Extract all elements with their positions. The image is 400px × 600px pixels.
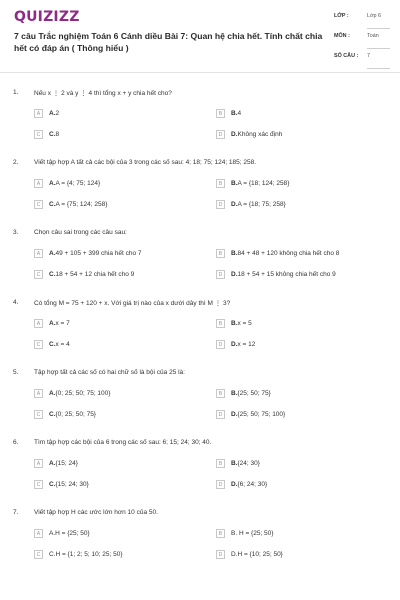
option-text (49, 460, 78, 467)
option-prefix: A. (49, 460, 56, 467)
subject-label: MÔN : (334, 33, 350, 39)
option-text (231, 551, 283, 558)
option-letter-box: A (34, 459, 43, 468)
option-text (231, 110, 241, 117)
question-number: 5. (13, 369, 19, 376)
option-letter-box: B (216, 389, 225, 398)
option-prefix: D. (231, 481, 238, 488)
option-prefix: B. (231, 110, 238, 117)
count-row (334, 53, 390, 73)
class-underline (367, 28, 390, 29)
question-number: 4. (13, 299, 19, 306)
option-text (49, 320, 70, 327)
option-prefix: A. (49, 250, 56, 257)
option-value: 84 + 48 + 120 không chia hết cho 8 (237, 250, 340, 257)
option-value: {0; 25; 50; 75; 100} (55, 390, 111, 397)
option-text (231, 411, 285, 418)
option-value: A.H = {25; 50} (49, 530, 90, 537)
option-letter-box: A (34, 529, 43, 538)
option-text (49, 481, 89, 488)
option-prefix: A. (49, 390, 56, 397)
option-text (231, 250, 339, 257)
option-letter-box: D (216, 200, 225, 209)
option-letter-box: A (34, 249, 43, 258)
option-value: 18 + 54 + 12 chia hết cho 9 (55, 271, 135, 278)
option-letter-box: D (216, 480, 225, 489)
option-text (49, 201, 107, 208)
option-text (49, 250, 142, 257)
option-letter-box: A (34, 179, 43, 188)
option-value: {6; 24; 30} (237, 481, 268, 488)
subject-row (334, 33, 390, 53)
worksheet-title: 7 câu Trắc nghiệm Toán 6 Cánh diều Bài 7: Quan hệ chia hết. Tính chất chia hết có đáp án ( Thông hiểu ) (14, 31, 323, 53)
option-letter-box: D (216, 550, 225, 559)
option-text (231, 201, 286, 208)
header-divider (0, 72, 400, 73)
class-row (334, 13, 390, 33)
option-prefix: D. (231, 271, 238, 278)
class-value: Lớp 6 (367, 13, 382, 19)
option-letter-box: A (34, 109, 43, 118)
option-text (231, 271, 336, 278)
option-text (49, 551, 123, 558)
question-text: Viết tập hợp A tất cả các bội của 3 trong các số sau: 4; 18; 75; 124; 185; 258. (34, 159, 257, 166)
option-value: A = {4; 75; 124} (55, 180, 101, 187)
option-value: A = {18; 75; 258} (237, 201, 286, 208)
option-value: {25; 50; 75; 100} (237, 411, 286, 418)
option-letter-box: B (216, 459, 225, 468)
option-letter-box: B (216, 109, 225, 118)
option-letter-box: D (216, 270, 225, 279)
option-prefix: C. (49, 131, 56, 138)
option-letter-box: C (34, 480, 43, 489)
question-text: Nếu x ⋮ 2 và y ⋮ 4 thì tổng x + y chia hết cho? (34, 90, 172, 97)
option-value: A = {75; 124; 258} (55, 201, 108, 208)
option-text (231, 320, 252, 327)
option-text (231, 481, 267, 488)
option-letter-box: D (216, 340, 225, 349)
option-text (231, 460, 260, 467)
question-number: 6. (13, 439, 19, 446)
option-prefix: B. (231, 390, 238, 397)
question-text: Tìm tập hợp các bội của 6 trong các số sau: 6; 15; 24; 30; 40. (34, 439, 212, 446)
option-value: C.H = {1; 2; 5; 10; 25; 50} (49, 551, 123, 558)
option-value: {15; 24; 30} (55, 481, 89, 488)
option-prefix: D. (231, 341, 238, 348)
question-text: Chọn câu sai trong các câu sau: (34, 229, 127, 236)
option-prefix: B. (231, 460, 238, 467)
option-prefix: D. (231, 131, 238, 138)
question-number: 7. (13, 509, 19, 516)
option-value: A = {18; 124; 258} (237, 180, 290, 187)
option-letter-box: C (34, 130, 43, 139)
option-text (49, 180, 100, 187)
option-letter-box: C (34, 200, 43, 209)
option-text (231, 530, 273, 537)
option-value: D.H = {10; 25; 50} (231, 551, 283, 558)
option-value: 2 (55, 110, 60, 117)
option-text (231, 341, 255, 348)
option-value: 18 + 54 + 15 không chia hết cho 9 (237, 271, 336, 278)
option-prefix: A. (49, 180, 56, 187)
worksheet-info (334, 13, 390, 73)
option-letter-box: A (34, 319, 43, 328)
option-text (49, 411, 96, 418)
option-prefix: C. (49, 271, 56, 278)
option-letter-box: C (34, 340, 43, 349)
option-value: x = 12 (237, 341, 256, 348)
option-value: x = 7 (55, 320, 70, 327)
option-text (49, 110, 59, 117)
option-text (49, 530, 90, 537)
question-number: 2. (13, 159, 19, 166)
option-text (231, 180, 289, 187)
option-prefix: A. (49, 110, 56, 117)
question-text: Có tổng M = 75 + 120 + x. Với giá trị nào của x dưới dây thì M ⋮ 3? (34, 300, 231, 307)
option-text (231, 390, 271, 397)
subject-underline (367, 48, 390, 49)
option-prefix: B. (231, 320, 238, 327)
option-value: {15; 24} (55, 460, 78, 467)
option-letter-box: D (216, 410, 225, 419)
option-prefix: D. (231, 411, 238, 418)
option-value: x = 4 (55, 341, 70, 348)
option-prefix: C. (49, 411, 56, 418)
option-value: 4 (237, 110, 242, 117)
option-letter-box: B (216, 529, 225, 538)
option-text (49, 271, 134, 278)
option-letter-box: C (34, 270, 43, 279)
option-letter-box: C (34, 410, 43, 419)
option-letter-box: D (216, 130, 225, 139)
option-value: 8 (55, 131, 60, 138)
option-letter-box: B (216, 319, 225, 328)
option-prefix: B. (231, 250, 238, 257)
option-text (49, 390, 110, 397)
count-underline (367, 68, 390, 69)
option-prefix: B. (231, 180, 238, 187)
option-letter-box: B (216, 179, 225, 188)
option-letter-box: A (34, 389, 43, 398)
question-number: 1. (13, 89, 19, 96)
quizizz-logo: QUIZIZZ (14, 9, 80, 25)
option-text (49, 341, 70, 348)
subject-value: Toán (367, 33, 379, 39)
option-value: {24; 30} (237, 460, 260, 467)
option-value: B. H = {25; 50} (231, 530, 274, 537)
option-prefix: C. (49, 341, 56, 348)
option-text (49, 131, 59, 138)
option-letter-box: B (216, 249, 225, 258)
class-label: LỚP : (334, 13, 349, 19)
option-prefix: D. (231, 201, 238, 208)
option-value: {25; 50; 75} (237, 390, 271, 397)
count-value: 7 (367, 53, 370, 59)
question-text: Viết tập hợp H các ước lớn hơn 10 của 50. (34, 509, 158, 516)
option-value: x = 5 (237, 320, 252, 327)
question-text: Tập hợp tất cả các số có hai chữ số là bội của 25 là: (34, 369, 185, 376)
question-number: 3. (13, 229, 19, 236)
option-value: 49 + 105 + 399 chia hết cho 7 (55, 250, 142, 257)
option-text (231, 131, 282, 138)
count-label: SỐ CÂU : (334, 53, 359, 59)
option-value: {0; 25; 50; 75} (55, 411, 96, 418)
option-value: Không xác định (237, 131, 283, 138)
option-letter-box: C (34, 550, 43, 559)
option-prefix: C. (49, 201, 56, 208)
option-prefix: C. (49, 481, 56, 488)
option-prefix: A. (49, 320, 56, 327)
